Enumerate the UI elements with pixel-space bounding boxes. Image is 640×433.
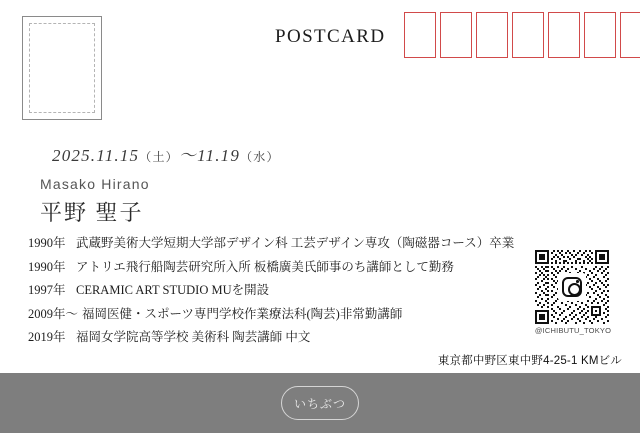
artist-name-japanese: 平野 聖子 xyxy=(40,200,144,225)
stamp-frame xyxy=(22,16,102,120)
biography-year: 2019年 xyxy=(28,330,66,344)
footer-band xyxy=(0,373,640,433)
exhibition-date xyxy=(52,141,280,166)
biography-year: 1990年 xyxy=(28,259,66,274)
biography-text: 福岡女学院高等学校 美術科 陶芸講師 中文 xyxy=(76,330,311,344)
postal-code-boxes xyxy=(404,12,640,58)
biography-year: 2009年～ xyxy=(28,306,79,321)
postal-code-box[interactable] xyxy=(548,12,580,58)
postal-code-box[interactable] xyxy=(620,12,640,58)
instagram-icon xyxy=(562,277,582,297)
artist-name-roman: Masako Hirano xyxy=(40,176,150,192)
biography-year: 1997年 xyxy=(28,283,66,297)
date-end-weekday: （水） xyxy=(240,150,280,164)
postal-code-box[interactable] xyxy=(584,12,616,58)
biography-year: 1990年 xyxy=(28,236,66,250)
date-start-weekday: （土） xyxy=(139,150,179,164)
list-item xyxy=(28,279,518,303)
biography-text: 福岡医健・スポーツ専門学校作業療法科(陶芸)非常勤講師 xyxy=(82,306,403,321)
qr-code[interactable] xyxy=(535,250,609,324)
date-end: 11.19 xyxy=(197,146,241,165)
postal-code-box[interactable] xyxy=(476,12,508,58)
page-title: POSTCARD xyxy=(275,26,386,47)
list-item xyxy=(28,303,518,327)
postal-code-box[interactable] xyxy=(440,12,472,58)
biography-text: アトリエ飛行船陶芸研究所入所 板橋廣美氏師事のち講師として勤務 xyxy=(76,259,454,274)
venue-address: 東京都中野区東中野4-25-1 KMビル xyxy=(437,355,622,367)
biography-list xyxy=(28,232,518,350)
brand-logo: いちぶつ xyxy=(281,386,359,420)
date-separator: ～ xyxy=(178,146,198,165)
date-start: 2025.11.15 xyxy=(52,146,140,165)
list-item xyxy=(28,326,518,350)
instagram-handle: @ICHIBUTU_TOKYO xyxy=(534,326,612,335)
biography-text: CERAMIC ART STUDIO MUを開設 xyxy=(76,283,270,297)
list-item xyxy=(28,256,518,280)
stamp-inner-frame xyxy=(29,23,95,113)
qr-center-badge xyxy=(558,273,586,301)
biography-text: 武蔵野美術大学短期大学部デザイン科 工芸デザイン専攻（陶磁器コース）卒業 xyxy=(76,236,515,250)
postal-code-box[interactable] xyxy=(512,12,544,58)
list-item xyxy=(28,232,518,256)
postal-code-box[interactable] xyxy=(404,12,436,58)
